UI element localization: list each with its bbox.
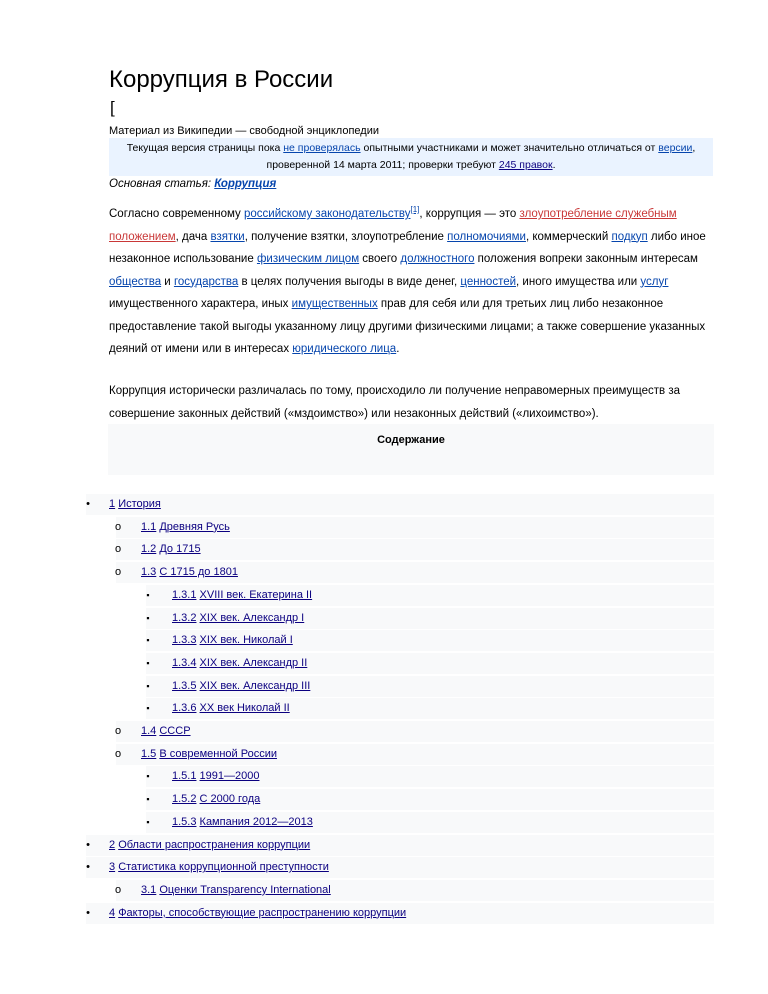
toc-entry bbox=[0, 857, 768, 878]
toc-label-link[interactable]: Статистика коррупционной преступности bbox=[118, 861, 329, 874]
toc-entry bbox=[0, 903, 768, 924]
toc-bullet-icon: ▪ bbox=[146, 612, 150, 623]
toc-entry-text bbox=[172, 653, 307, 674]
toc-bullet-icon: o bbox=[114, 725, 122, 737]
toc-number-link[interactable]: 1.5 bbox=[141, 747, 157, 760]
toc-number-link[interactable]: 1.3 bbox=[141, 566, 157, 579]
definition-paragraph: Согласно современному российскому законодательству[1], коррупция — это злоупотребление служебным положением, дача взятки, получение взятки, злоупотребление полномочиями, коммерческий подкуп либо иное незаконное использование физическим лицом своего должностного положения вопреки законным интересам общества и государства в целях получения выгоды в виде денег, ценностей, иного имущества или услуг имущественного характера, иных имущественных прав для себя или для третьих лиц либо незаконное предоставление такой выгоды указанному лицу другими физическими лицами; а также совершение указанных деяний от имени или в интересах юридического лица. bbox=[109, 205, 706, 355]
toc-number-link[interactable]: 1 bbox=[109, 498, 116, 510]
toc-entry bbox=[0, 721, 768, 742]
toc-number-link[interactable]: 1.5.2 bbox=[172, 793, 197, 806]
toc-number-link[interactable]: 1.4 bbox=[141, 725, 157, 737]
toc-number-link[interactable]: 1.5.3 bbox=[172, 815, 197, 828]
toc-label-link[interactable]: Оценки Transparency International bbox=[159, 883, 331, 896]
toc-number-link[interactable]: 1.2 bbox=[141, 543, 157, 556]
link-official[interactable]: должностного bbox=[400, 253, 475, 265]
link-property[interactable]: имущественных bbox=[291, 298, 378, 310]
toc-entry bbox=[0, 539, 768, 560]
link-services[interactable]: услуг bbox=[640, 275, 669, 288]
toc-bullet-icon: o bbox=[114, 747, 122, 760]
toc-label-link[interactable]: До 1715 bbox=[159, 543, 201, 556]
toc-entry-text bbox=[109, 494, 161, 515]
not-reviewed-link[interactable]: не проверялась bbox=[283, 142, 361, 154]
link-abuse-of-office[interactable]: злоупотребление служебным положением bbox=[109, 208, 677, 243]
toc-bullet-icon: o bbox=[114, 543, 122, 556]
pending-edits-link[interactable]: 245 правок bbox=[498, 159, 553, 171]
toc-entry bbox=[0, 880, 768, 901]
toc-label-link[interactable]: Кампания 2012—2013 bbox=[199, 815, 313, 828]
toc-number-link[interactable]: 1.3.6 bbox=[172, 702, 197, 715]
link-legislation[interactable]: российскому законодательству bbox=[244, 208, 411, 220]
link-natural-person[interactable]: физическим лицом bbox=[256, 253, 360, 265]
toc-entry bbox=[0, 789, 768, 810]
toc-entry-background bbox=[116, 539, 714, 560]
toc-number-link[interactable]: 1.3.5 bbox=[172, 679, 197, 692]
toc-bullet-icon: • bbox=[86, 498, 90, 510]
toc-label-link[interactable]: XIX век. Николай I bbox=[199, 634, 293, 647]
toc-number-link[interactable]: 1.5.1 bbox=[172, 770, 197, 783]
toc-entry bbox=[0, 585, 768, 606]
toc-number-link[interactable]: 3.1 bbox=[141, 883, 157, 896]
toc-bullet-icon: • bbox=[86, 906, 90, 919]
toc-label-link[interactable]: XX век Николай II bbox=[199, 702, 290, 715]
toc-entry-text bbox=[141, 880, 331, 901]
toc-entry bbox=[0, 766, 768, 787]
toc-bullet-icon: ▪ bbox=[146, 794, 150, 805]
toc-number-link[interactable]: 1.3.3 bbox=[172, 634, 197, 647]
toc-label-link[interactable]: Области распространения коррупции bbox=[118, 838, 311, 851]
toc-bullet-icon: ▪ bbox=[146, 703, 150, 714]
toc-bullet-icon: ▪ bbox=[146, 680, 150, 691]
toc-entry-text bbox=[141, 562, 238, 583]
toc-entry bbox=[0, 608, 768, 629]
toc-label-link[interactable]: СССР bbox=[159, 725, 191, 737]
link-powers[interactable]: полномочиями bbox=[447, 230, 526, 243]
toc-label-link[interactable]: XIX век. Александр I bbox=[199, 611, 305, 624]
toc-entry-text bbox=[172, 608, 304, 629]
toc-entry-text bbox=[109, 903, 406, 924]
site-tagline: Материал из Википедии — свободной энциклопедии bbox=[109, 125, 379, 137]
toc-bullet-icon: ▪ bbox=[146, 816, 150, 827]
toc-bullet-icon: o bbox=[114, 883, 122, 896]
link-bribe[interactable]: взятки bbox=[210, 230, 245, 243]
toc-entry-text bbox=[172, 766, 259, 787]
reference-1-link[interactable]: [1] bbox=[410, 205, 420, 215]
toc-title: Содержание bbox=[377, 434, 445, 446]
stray-bracket: [ bbox=[110, 98, 115, 117]
toc-entry bbox=[0, 835, 768, 856]
toc-entry-text bbox=[109, 835, 310, 856]
toc-label-link[interactable]: 1991—2000 bbox=[199, 770, 260, 783]
toc-number-link[interactable]: 1.3.1 bbox=[172, 588, 197, 601]
toc-entry bbox=[0, 494, 768, 515]
main-article-hatnote: Основная статья: Коррупция bbox=[109, 178, 277, 190]
toc-entry-text bbox=[172, 676, 310, 697]
toc-entry-text bbox=[109, 857, 329, 878]
toc-entry-text bbox=[141, 744, 277, 765]
toc-number-link[interactable]: 3 bbox=[109, 861, 116, 874]
toc-entry-text bbox=[172, 630, 293, 651]
toc-entry bbox=[0, 630, 768, 651]
page-title: Коррупция в России bbox=[109, 66, 334, 93]
main-article-link[interactable]: Коррупция bbox=[214, 178, 277, 190]
toc-label-link[interactable]: С 2000 года bbox=[199, 793, 261, 806]
toc-number-link[interactable]: 1.3.4 bbox=[172, 656, 197, 669]
toc-entry-background bbox=[116, 721, 714, 742]
link-bribery[interactable]: подкуп bbox=[611, 230, 648, 243]
toc-entry bbox=[0, 676, 768, 697]
history-paragraph: Коррупция исторически различалась по тому, происходило ли получение неправомерных преимуществ за совершение законных действий («мздоимство») или незаконных действий («лихоимство»). bbox=[109, 385, 681, 420]
toc-entry bbox=[0, 562, 768, 583]
toc-bullet-icon: ▪ bbox=[146, 635, 150, 646]
toc-entry-background bbox=[86, 494, 714, 515]
toc-entry-text bbox=[172, 789, 260, 810]
toc-bullet-icon: • bbox=[86, 861, 90, 874]
toc-label-link[interactable]: История bbox=[118, 498, 161, 510]
toc-bullet-icon: o bbox=[114, 566, 122, 579]
toc-entry-text bbox=[141, 517, 230, 538]
toc-label-link[interactable]: XVIII век. Екатерина II bbox=[199, 588, 313, 601]
toc-entry bbox=[0, 698, 768, 719]
toc-label-link[interactable]: Древняя Русь bbox=[159, 520, 230, 533]
toc-bullet-icon: ▪ bbox=[146, 771, 150, 782]
version-link[interactable]: версии bbox=[658, 142, 693, 154]
toc-bullet-icon: • bbox=[86, 838, 90, 851]
toc-entry-text bbox=[172, 812, 313, 833]
toc-number-link[interactable]: 2 bbox=[109, 838, 116, 851]
toc-bullet-icon: ▪ bbox=[146, 657, 150, 668]
link-society[interactable]: общества bbox=[109, 275, 162, 288]
link-state[interactable]: государства bbox=[173, 275, 239, 288]
toc-box bbox=[108, 424, 714, 475]
toc-entry bbox=[0, 744, 768, 765]
toc-entry-text bbox=[141, 721, 191, 742]
toc-label-link[interactable]: XIX век. Александр II bbox=[199, 656, 308, 669]
toc-label-link[interactable]: В современной России bbox=[159, 747, 277, 760]
toc-entry bbox=[0, 812, 768, 833]
link-valuables[interactable]: ценностей bbox=[460, 275, 517, 288]
toc-label-link[interactable]: С 1715 до 1801 bbox=[159, 566, 238, 579]
toc-number-link[interactable]: 1.3.2 bbox=[172, 611, 197, 624]
toc-entry-text bbox=[141, 539, 201, 560]
toc-bullet-icon: o bbox=[114, 520, 122, 533]
toc-bullet-icon: ▪ bbox=[146, 589, 150, 600]
toc-number-link[interactable]: 1.1 bbox=[141, 520, 157, 533]
toc-entry-text bbox=[172, 585, 312, 606]
link-legal-entity[interactable]: юридического лица bbox=[292, 343, 397, 355]
toc-entry bbox=[0, 653, 768, 674]
toc-entry bbox=[0, 517, 768, 538]
toc-label-link[interactable]: XIX век. Александр III bbox=[199, 679, 311, 692]
toc-entry-text bbox=[172, 698, 290, 719]
flagged-revisions-notice: Текущая версия страницы пока не проверялась опытными участниками и может значительно отличаться от версии, проверенной 14 марта 2011; проверки требуют 245 правок. bbox=[109, 138, 713, 176]
toc-label-link[interactable]: Факторы, способствующие распространению коррупции bbox=[118, 906, 407, 919]
toc-number-link[interactable]: 4 bbox=[109, 906, 116, 919]
